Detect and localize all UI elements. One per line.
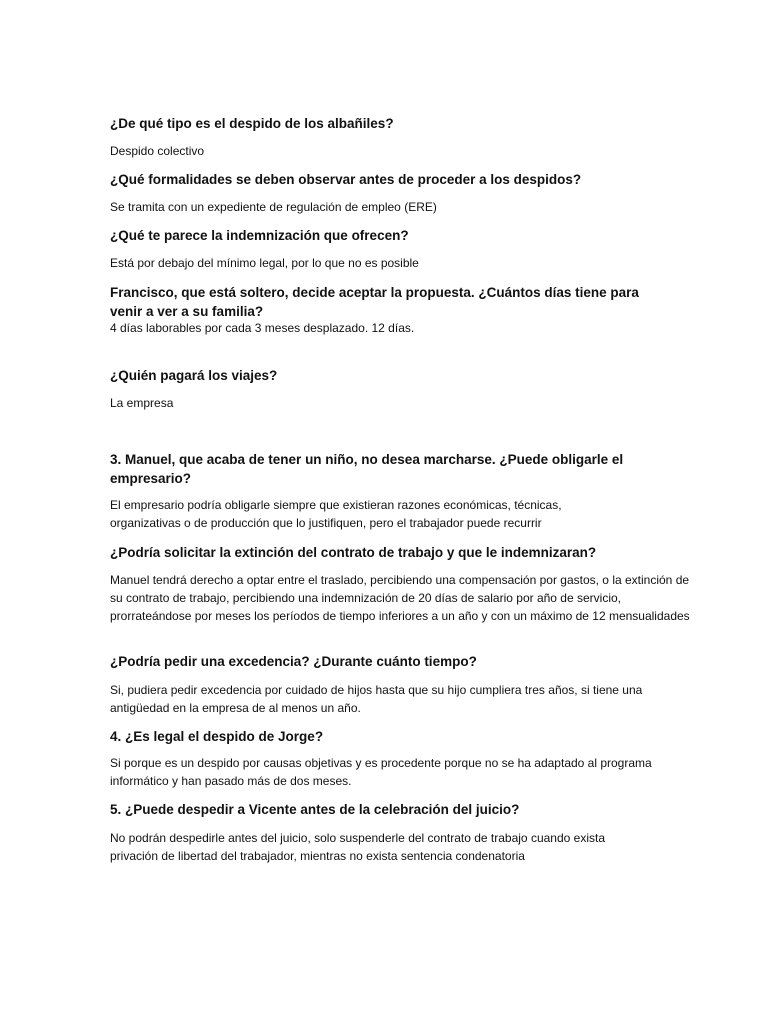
answer-extincion: Manuel tendrá derecho a optar entre el traslado, percibiendo una compensación por gastos, o la extinción de su contrato de trabajo, percibiendo una indemnización de 20 días de salario por año de servicio, prorrateándose por meses los períodos de tiempo inferiores a un año y con un máximo de 12 mensualidades: [110, 573, 690, 623]
question-francisco: Francisco, que está soltero, decide aceptar la propuesta. ¿Cuántos días tiene para venir a ver a su familia?: [110, 285, 639, 319]
answer-francisco: 4 días laborables por cada 3 meses desplazado. 12 días.: [110, 321, 415, 335]
answer-jorge: Si porque es un despido por causas objetivas y es procedente porque no se ha adaptado al programa informático y han pasado más de dos meses.: [110, 756, 652, 788]
answer-tipo-despido: Despido colectivo: [110, 144, 205, 158]
answer-vicente: No podrán despedirle antes del juicio, solo suspenderle del contrato de trabajo cuando exista privación de libertad del trabajador, mientras no exista sentencia condenatoria: [110, 831, 605, 863]
question-formalidades: ¿Qué formalidades se deben observar antes de proceder a los despidos?: [110, 172, 582, 187]
question-viajes: ¿Quién pagará los viajes?: [110, 368, 278, 383]
question-manuel-obligar: 3. Manuel, que acaba de tener un niño, no desea marcharse. ¿Puede obligarle el empresario?: [110, 452, 624, 486]
answer-excedencia: Si, pudiera pedir excedencia por cuidado de hijos hasta que su hijo cumpliera tres años, si tiene una antigüedad en la empresa de al menos un año.: [110, 683, 643, 715]
answer-manuel-obligar: El empresario podría obligarle siempre que existieran razones económicas, técnicas, organizativas o de producción que lo justifiquen, pero el trabajador puede recurrir: [110, 498, 562, 530]
question-vicente: 5. ¿Puede despedir a Vicente antes de la celebración del juicio?: [110, 802, 520, 817]
question-excedencia: ¿Podría pedir una excedencia? ¿Durante cuánto tiempo?: [110, 654, 477, 669]
answer-viajes: La empresa: [110, 396, 174, 410]
question-jorge: 4. ¿Es legal el despido de Jorge?: [110, 729, 324, 744]
question-extincion: ¿Podría solicitar la extinción del contrato de trabajo y que le indemnizaran?: [110, 545, 597, 560]
question-tipo-despido: ¿De qué tipo es el despido de los albañiles?: [110, 116, 394, 131]
answer-formalidades: Se tramita con un expediente de regulación de empleo (ERE): [110, 200, 437, 214]
question-indemnizacion: ¿Qué te parece la indemnización que ofrecen?: [110, 228, 409, 243]
answer-indemnizacion: Está por debajo del mínimo legal, por lo que no es posible: [110, 256, 419, 270]
